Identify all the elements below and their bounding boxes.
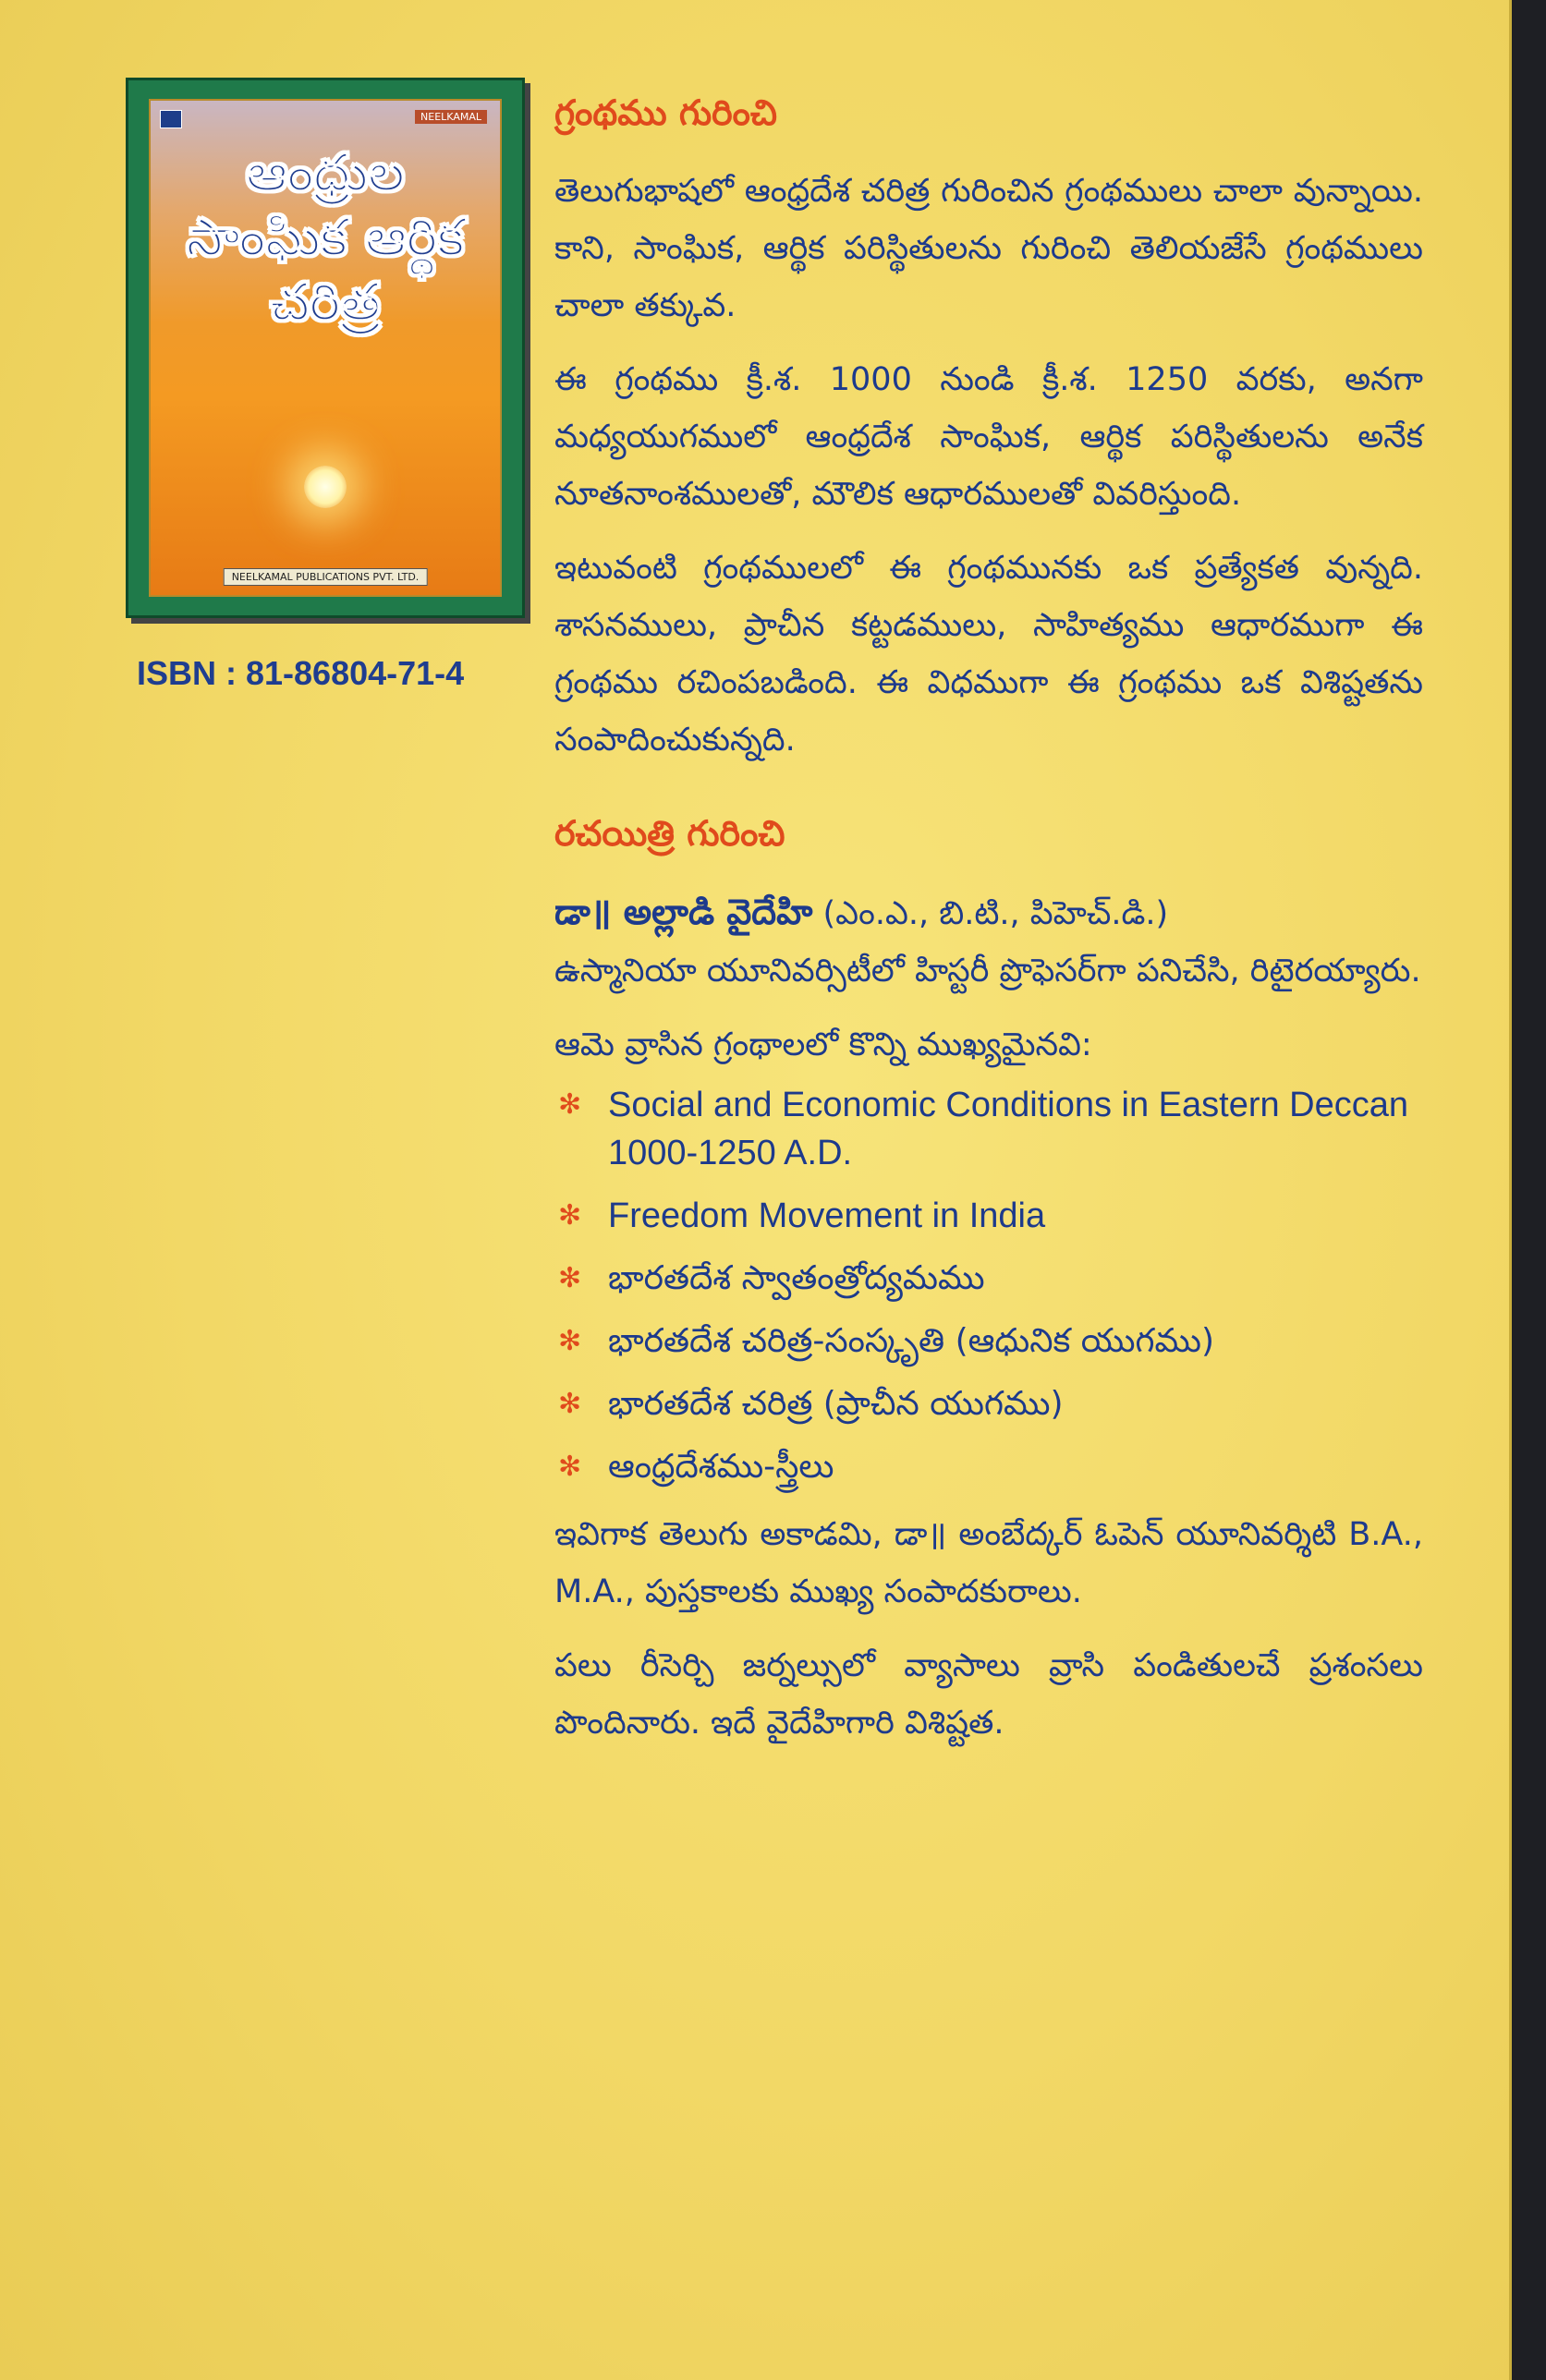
list-item: [554, 1380, 1423, 1428]
list-item: [554, 1081, 1423, 1177]
work-title: ఆంధ్రదేశము-స్త్రీలు: [608, 1448, 834, 1486]
asterisk-bullet-icon: ✻: [558, 1388, 582, 1420]
about-book-paragraph-1: తెలుగుభాషలో ఆంధ్రదేశ చరిత్ర గురించిన గ్రంథములు చాలా వున్నాయి. కాని, సాంఘిక, ఆర్థిక పరిస్థితులను గురించి తెలియజేసే గ్రంథములు చాలా తక్కువ.: [554, 173, 1423, 324]
closing-paragraph-2: పలు రీసెర్చి జర్నల్సులో వ్యాసాలు వ్రాసి పండితులచే ప్రశంసలు పొందినారు. ఇదే వైదేహిగారి విశిష్టత.: [554, 1647, 1423, 1742]
work-title: భారతదేశ చరిత్ర-సంస్కృతి (ఆధునిక యుగము): [608, 1322, 1215, 1360]
list-item: [554, 1192, 1423, 1240]
list-item: [554, 1255, 1423, 1303]
work-title: భారతదేశ చరిత్ర (ప్రాచీన యుగము): [608, 1385, 1064, 1423]
author-bio: ఉస్మానియా యూనివర్సిటీలో హిస్టరీ ప్రొఫెసర్‌గా పనిచేసి, రిటైరయ్యారు.: [554, 953, 1421, 990]
about-book-paragraph-3: ఇటువంటి గ్రంథములలో ఈ గ్రంథమునకు ఒక ప్రత్యేకత వున్నది. శాసనములు, ప్రాచీన కట్టడములు, సాహిత్యము ఆధారముగా ఈ గ్రంథము రచింపబడింది. ఈ విధముగా ఈ గ్రంథము ఒక విశిష్టతను సంపాదించుకున్నది.: [554, 550, 1423, 759]
about-book-heading: గ్రంథము గురించి: [554, 92, 778, 133]
asterisk-bullet-icon: ✻: [558, 1451, 582, 1483]
thumbnail-publisher: NEELKAMAL PUBLICATIONS PVT. LTD.: [224, 568, 428, 586]
isbn: ISBN : 81-86804-71-4: [137, 654, 465, 692]
asterisk-bullet-icon: ✻: [558, 1200, 582, 1231]
author-line: [554, 883, 1423, 942]
sun-icon: [304, 466, 347, 508]
about-book-paragraph-2: ఈ గ్రంథము క్రీ.శ. 1000 నుండి క్రీ.శ. 1250 వరకు, అనగా మధ్యయుగములో ఆంధ్రదేశ సాంఘిక, ఆర్థిక పరిస్థితులను అనేక నూతనాంశములతో, మౌలిక ఆధారములతో వివరిస్తుంది.: [554, 361, 1423, 513]
author-degrees: (ఎం.ఎ., బి.టి., పిహెచ్.డి.): [822, 895, 1169, 932]
thumbnail-artwork: [149, 99, 502, 597]
asterisk-bullet-icon: ✻: [558, 1325, 582, 1357]
author-name: డా॥ అల్లాడి వైదేహి: [554, 892, 813, 932]
works-list: [554, 1081, 1423, 1491]
publisher-logo-icon: [160, 110, 182, 128]
list-item: [554, 1443, 1423, 1491]
work-title: భారతదేశ స్వాతంత్రోద్యమము: [608, 1259, 985, 1297]
asterisk-bullet-icon: ✻: [558, 1089, 582, 1120]
thumbnail-brand: NEELKAMAL: [415, 110, 487, 124]
thumbnail-title: ఆంధ్రుల సాంఘిక ఆర్థిక చరిత్ర: [186, 143, 465, 333]
works-intro: ఆమె వ్రాసిన గ్రంథాలలో కొన్ని ముఖ్యమైనవి:: [554, 1026, 1092, 1063]
asterisk-bullet-icon: ✻: [558, 1262, 582, 1294]
text-column: [554, 92, 1423, 1768]
closing-paragraph-1: ఇవిగాక తెలుగు అకాడమి, డా॥ అంబేద్కర్ ఓపెన్ యూనివర్శిటి B.A., M.A., పుస్తకాలకు ముఖ్య సంపాదకురాలు.: [554, 1516, 1423, 1610]
list-item: [554, 1318, 1423, 1366]
work-title: Social and Economic Conditions in Eastern Deccan 1000-1250 A.D.: [608, 1086, 1409, 1172]
work-title: Freedom Movement in India: [608, 1196, 1046, 1235]
about-author-heading: రచయిత్రి గురించి: [554, 813, 785, 854]
book-thumbnail: [126, 78, 525, 618]
